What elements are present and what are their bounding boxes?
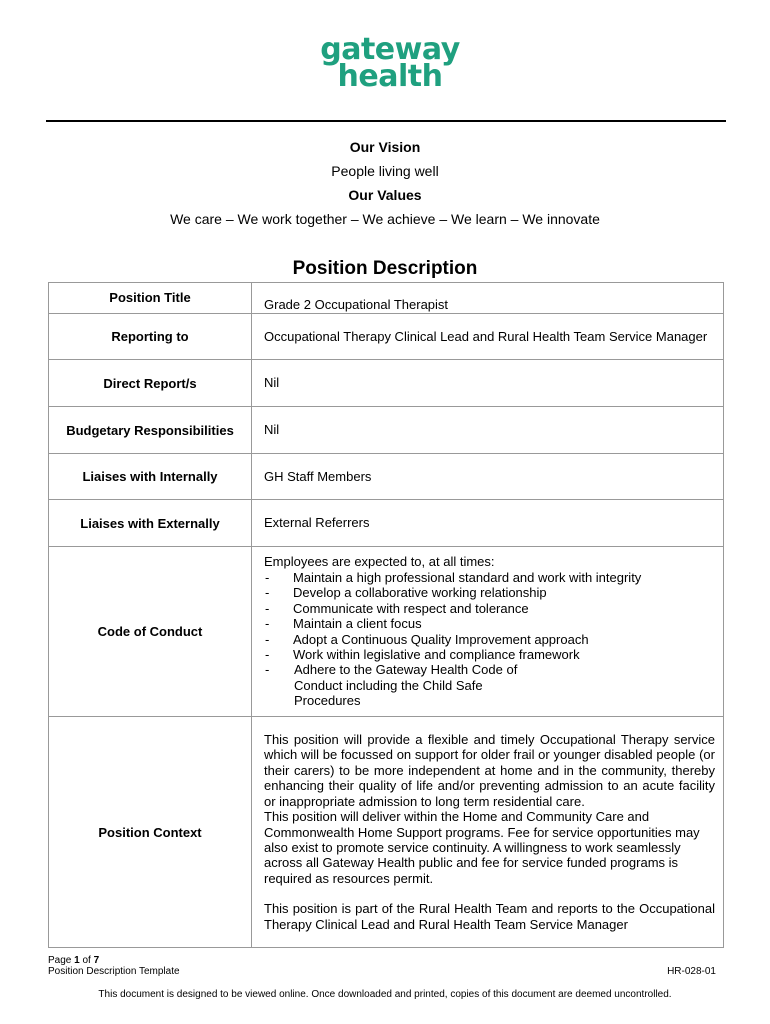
reporting-to-value: Occupational Therapy Clinical Lead and Rural Health Team Service Manager <box>252 314 724 360</box>
header-divider <box>46 120 726 122</box>
direct-reports-value: Nil <box>252 360 724 407</box>
uncontrolled-copy-disclaimer: This document is designed to be viewed online. Once downloaded and printed, copies of this document are deemed uncontrolled. <box>98 989 672 1000</box>
code-of-conduct-intro: Employees are expected to, at all times: <box>264 554 495 570</box>
liaises-internal-value: GH Staff Members <box>252 454 724 500</box>
row-position-title <box>49 283 724 314</box>
position-description-table <box>48 282 724 948</box>
position-context-para-3: This position is part of the Rural Health Team and reports to the Occupational Therapy Clinical Lead and Rural Health Team Service Manager <box>264 901 715 932</box>
list-item: - Maintain a client focus <box>264 616 715 631</box>
list-item: - Adopt a Continuous Quality Improvement approach <box>264 632 715 647</box>
total-pages: 7 <box>93 955 100 966</box>
code-of-conduct-list <box>264 570 715 709</box>
row-code-of-conduct <box>49 547 724 717</box>
page-number: Page 1 of 7 <box>48 955 100 966</box>
logo-line-2: health <box>337 59 443 94</box>
liaises-external-label: Liaises with Externally <box>49 500 252 547</box>
list-item: - Work within legislative and compliance framework <box>264 647 715 662</box>
position-context-value <box>252 717 724 948</box>
liaises-internal-label: Liaises with Internally <box>49 454 252 500</box>
position-context-para-1: This position will provide a flexible and timely Occupational Therapy service which will be focussed on support for older frail or younger disabled people (or their carers) to be more independent at home and in the community, thereby enhancing their quality of life and/or preventing admission to an acute facility or inappropriate admission to long term residential care. <box>264 732 715 809</box>
row-position-context <box>49 717 724 948</box>
code-of-conduct-value <box>252 547 724 717</box>
list-item: - Develop a collaborative working relationship <box>264 585 715 600</box>
row-budgetary <box>49 407 724 454</box>
vision-heading: Our Vision <box>349 139 421 155</box>
list-item: - Adhere to the Gateway Health Code of Conduct including the Child Safe Procedures <box>264 662 715 708</box>
row-reporting-to <box>49 314 724 360</box>
document-code: HR-028-01 <box>667 966 716 977</box>
direct-reports-label: Direct Report/s <box>49 360 252 407</box>
values-text: We care – We work together – We achieve – We learn – We innovate <box>170 211 600 227</box>
position-context-para-2: This position will deliver within the Home and Community Care and Commonwealth Home Support programs. Fee for service opportunities may also exist to promote service continuity. A willingness to work seamlessly across all Gateway Health public and fee for service funded programs is required as resources permit. <box>264 809 700 886</box>
template-name: Position Description Template <box>48 966 180 977</box>
row-liaises-external <box>49 500 724 547</box>
position-title-value: Grade 2 Occupational Therapist <box>252 283 724 314</box>
liaises-external-value: External Referrers <box>252 500 724 547</box>
current-page: 1 <box>74 955 80 966</box>
page-title: Position Description <box>292 258 478 279</box>
code-of-conduct-label: Code of Conduct <box>49 547 252 717</box>
budgetary-label: Budgetary Responsibilities <box>49 407 252 454</box>
row-liaises-internal <box>49 454 724 500</box>
list-item: - Communicate with respect and tolerance <box>264 601 715 616</box>
position-title-label: Position Title <box>49 283 252 314</box>
position-context-label: Position Context <box>49 717 252 948</box>
budgetary-value: Nil <box>252 407 724 454</box>
row-direct-reports <box>49 360 724 407</box>
vision-text: People living well <box>331 163 439 179</box>
gateway-health-logo <box>315 32 465 96</box>
list-item: - Maintain a high professional standard and work with integrity <box>264 570 715 585</box>
values-heading: Our Values <box>348 187 422 203</box>
reporting-to-label: Reporting to <box>49 314 252 360</box>
logo-line-1: gateway <box>320 32 460 67</box>
